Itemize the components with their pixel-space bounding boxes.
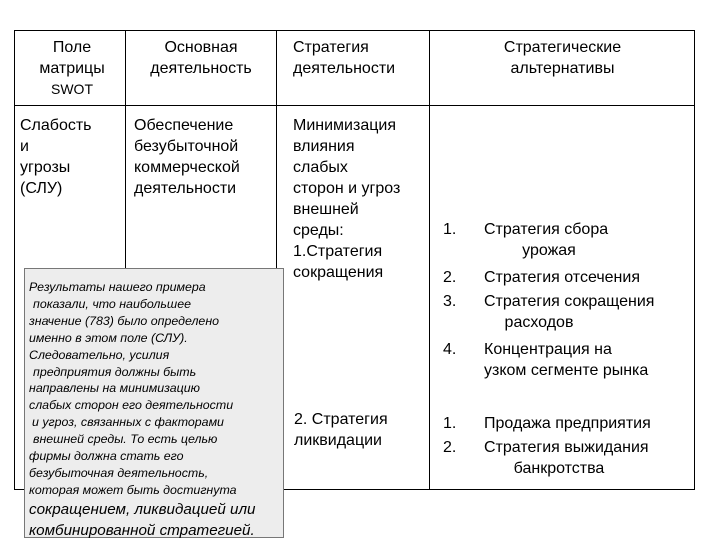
alt1-number-2: 2. [443, 269, 457, 286]
header-swot-field: Поле матрицы SWOT [39, 39, 105, 97]
alt1-number-1: 1. [443, 221, 457, 238]
note-line: направлены на минимизацию [29, 381, 200, 396]
header-activity-strategy: Стратегия деятельности [293, 39, 396, 77]
note-line: Результаты нашего примера [29, 280, 206, 294]
alt1-number-3: 3. [443, 293, 457, 310]
main-activity-text: Обеспечение безубыточной коммерческой деятельности [134, 117, 240, 197]
alt2-item-1: Продажа предприятия [484, 415, 651, 432]
note-line: сокращением, ликвидацией или [29, 500, 256, 518]
note-line: слабых сторон его деятельности [29, 398, 234, 413]
alt1-number-4: 4. [443, 341, 457, 358]
note-line: именно в этом поле (СЛУ). [29, 330, 188, 345]
alt2-number-1: 1. [443, 415, 457, 432]
strategy-reduction-text: Минимизация влияния слабых сторон и угроз внешней среды: 1.Стратегия сокращения [293, 117, 401, 281]
note-line: показали, что наибольшее [33, 296, 192, 311]
note-line: Следовательно, усилия [29, 347, 170, 362]
note-line: безубыточная деятельность, [29, 465, 209, 480]
alt1-item-4: Концентрация на узком сегменте рынка [484, 341, 649, 379]
alt1-item-2: Стратегия отсечения [484, 269, 640, 286]
column-separator-3 [429, 30, 430, 490]
alt1-item-3: Стратегия сокращения расходов [484, 293, 655, 331]
note-line: и угроз, связанных с факторами [32, 415, 224, 430]
strategy-liquidation-text: 2. Стратегия ликвидации [294, 411, 388, 449]
header-main-activity: Основная деятельность [150, 39, 252, 77]
table-border-left [14, 30, 15, 490]
table-border-right [694, 30, 695, 490]
note-line: комбинированной стратегией. [29, 521, 255, 539]
note-line: предприятия должны быть [33, 364, 197, 379]
swot-field-weakness-threats: Слабость и угрозы (СЛУ) [20, 117, 92, 197]
alt2-item-2: Стратегия выжидания банкротства [484, 439, 649, 477]
analysis-note-callout [24, 268, 284, 538]
table-border-top [14, 30, 695, 31]
note-line: фирмы должна стать его [29, 449, 184, 464]
note-line: значение (783) было определено [29, 313, 220, 328]
header-separator [14, 105, 695, 106]
alt2-number-2: 2. [443, 439, 457, 456]
alt1-item-1: Стратегия сбора урожая [484, 221, 609, 259]
note-line: которая может быть достигнута [29, 482, 237, 497]
header-strategic-alternatives: Стратегические альтернативы [503, 39, 622, 77]
note-line: внешней среды. То есть целью [33, 432, 218, 447]
